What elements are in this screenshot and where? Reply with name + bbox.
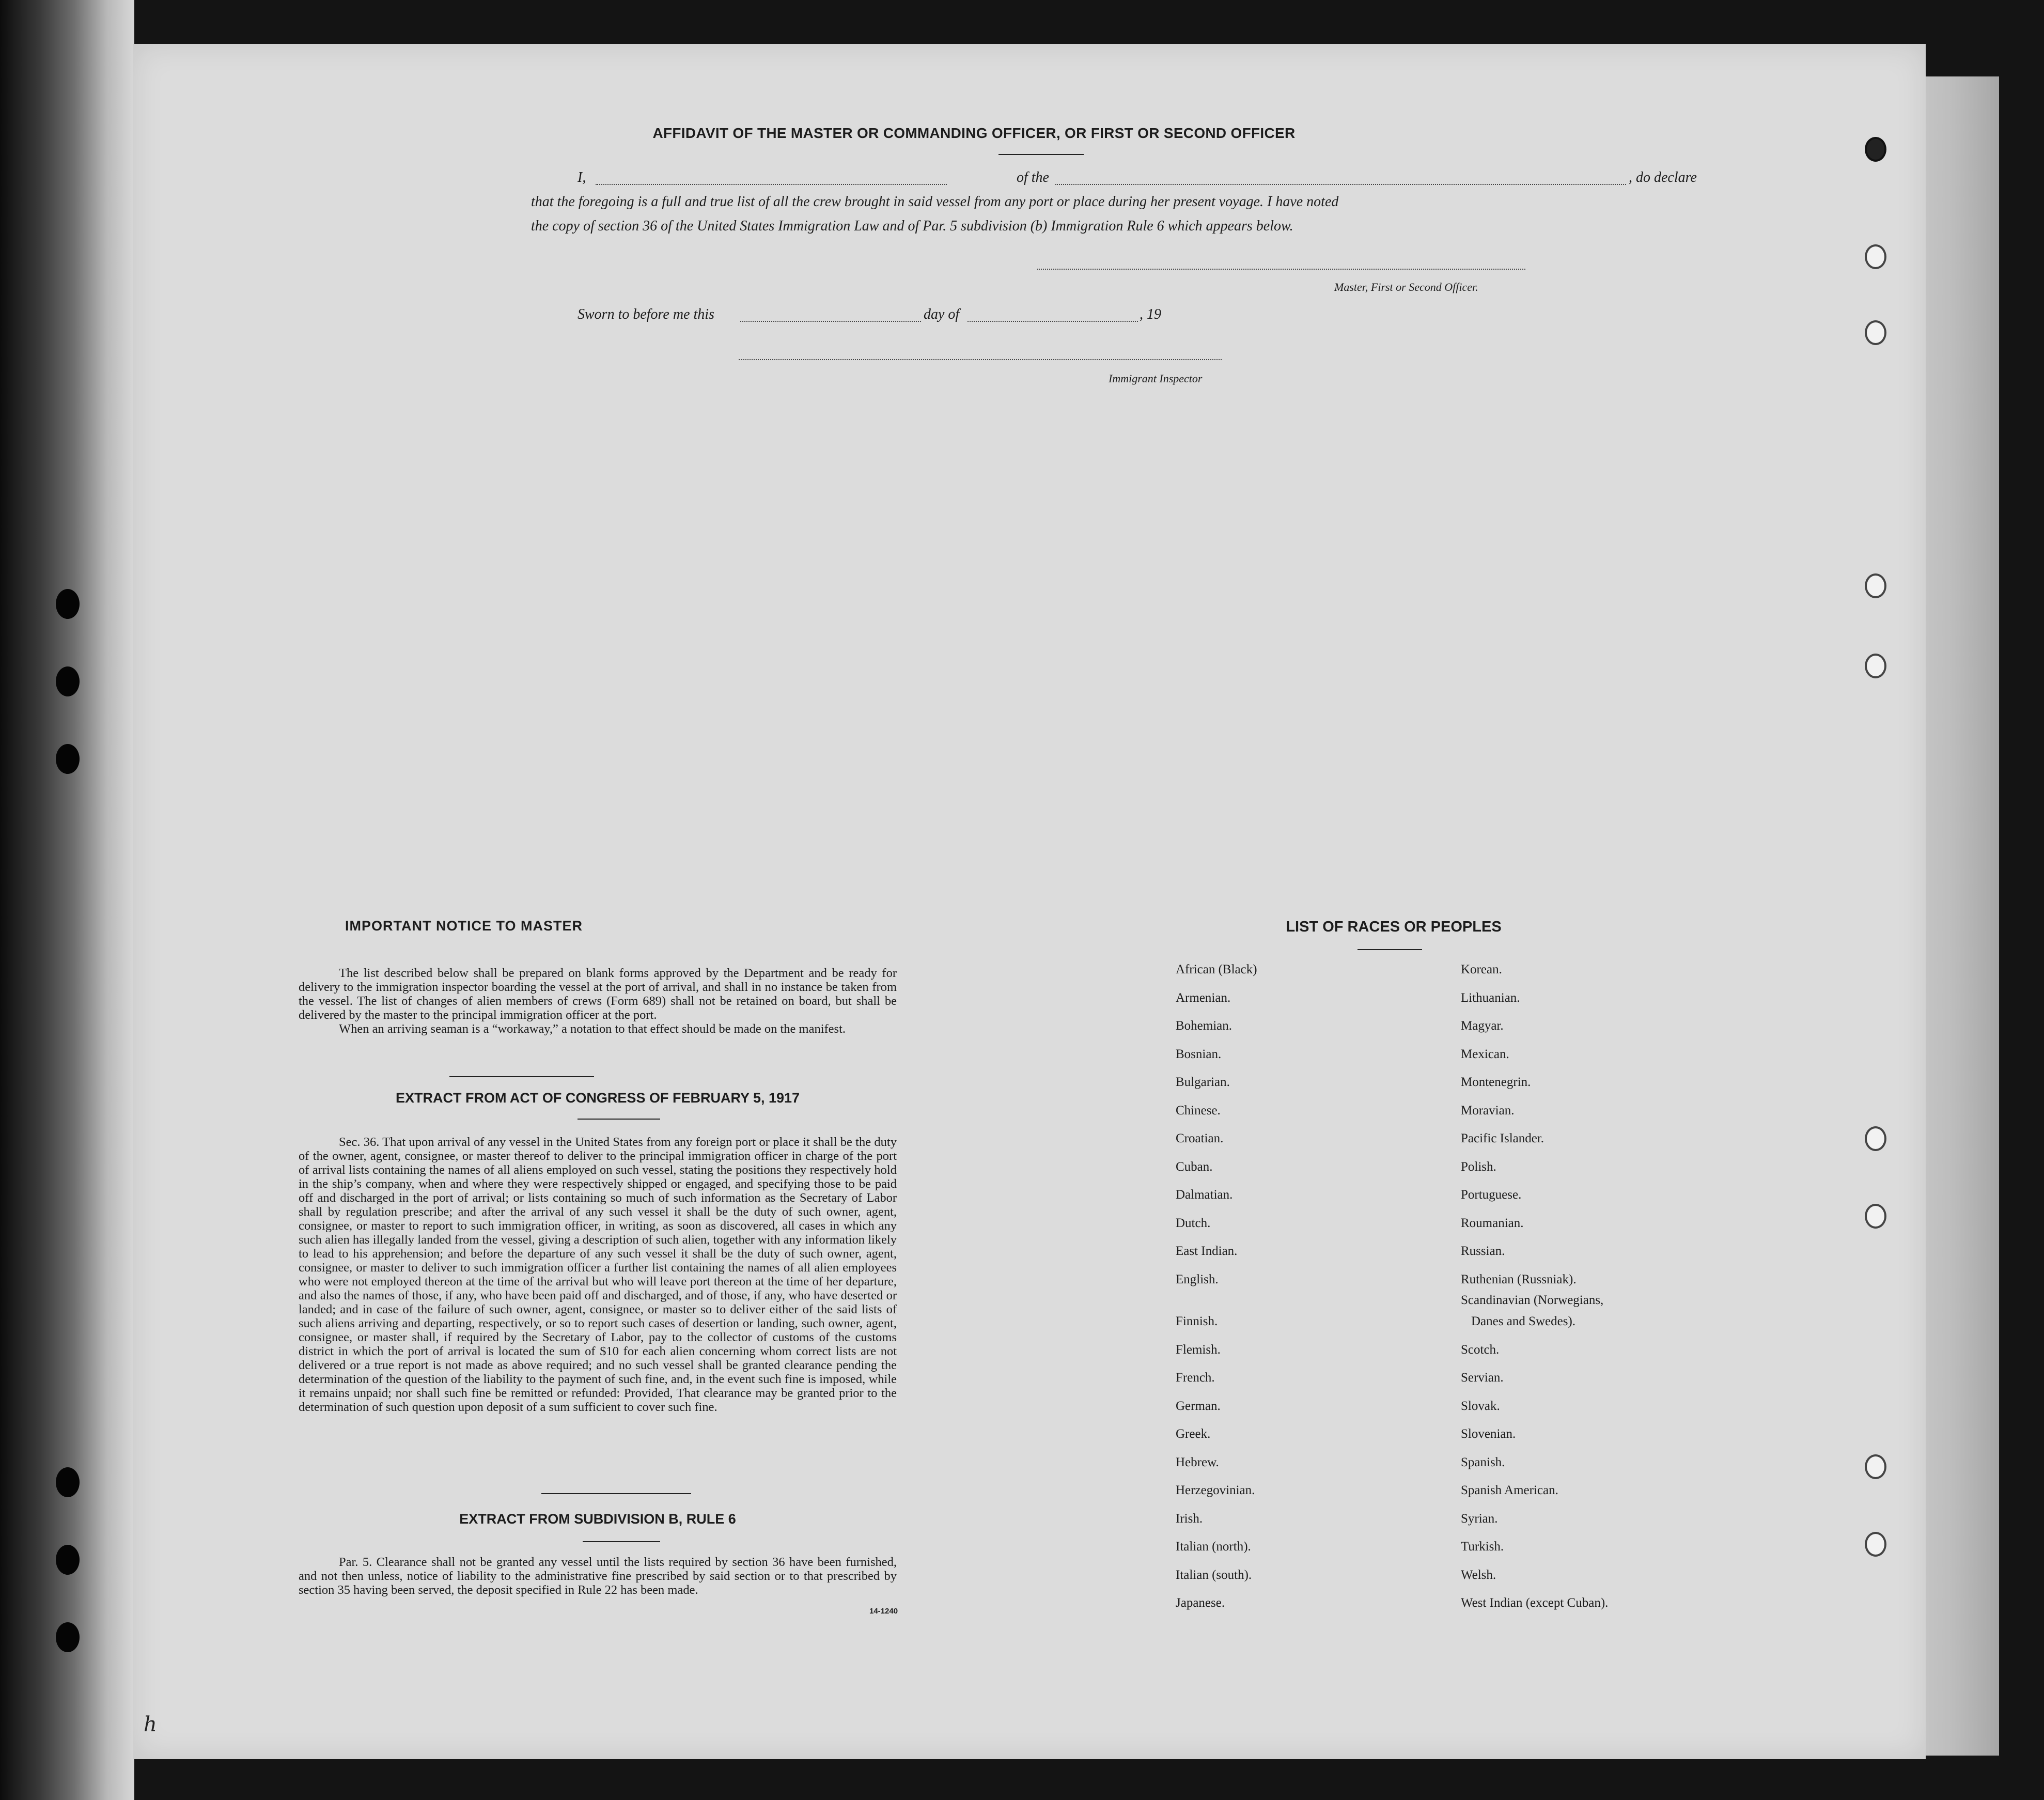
race-item: East Indian.: [1176, 1244, 1238, 1258]
binding-hole: [56, 1545, 80, 1575]
vessel-field[interactable]: [1055, 171, 1626, 185]
race-item: English.: [1176, 1272, 1219, 1286]
binding-edge: [0, 0, 134, 1800]
notice-paragraph-1: The list described below shall be prepared on blank forms approved by the Department and be ready for delivery to the immigration inspector boarding the vessel at the port of arrival, and shall in no instance be taken from the vessel. The list of changes of alien members of crews (Form 689) shall not be retained on board, but shall be delivered by the master to the principal immigration officer at the port.: [299, 966, 897, 1022]
race-item: Welsh.: [1461, 1568, 1496, 1582]
race-item: Turkish.: [1461, 1540, 1504, 1554]
section-rule: [578, 1119, 660, 1120]
race-item: Irish.: [1176, 1511, 1203, 1526]
title-rule: [1358, 949, 1422, 950]
binding-hole: [56, 744, 80, 774]
race-item: Spanish American.: [1461, 1483, 1558, 1497]
punch-hole: [1865, 1204, 1886, 1229]
manifest-page: [133, 44, 1926, 1759]
signature-caption: Master, First or Second Officer.: [1334, 281, 1478, 293]
officer-signature-field[interactable]: [1037, 263, 1525, 270]
race-item: Croatian.: [1176, 1131, 1224, 1145]
race-item: Syrian.: [1461, 1511, 1498, 1526]
sworn-month-field[interactable]: [968, 308, 1138, 322]
race-item: Scandinavian (Norwegians,: [1461, 1293, 1604, 1307]
race-item: Lithuanian.: [1461, 990, 1520, 1005]
notice-title: IMPORTANT NOTICE TO MASTER: [345, 918, 583, 934]
race-item: Armenian.: [1176, 990, 1231, 1005]
binding-hole: [56, 666, 80, 696]
race-item: Magyar.: [1461, 1019, 1504, 1033]
notice-paragraph-2: When an arriving seaman is a “workaway,” a notation to that effect should be made on the manifest.: [339, 1022, 846, 1036]
affidavit-line3: the copy of section 36 of the United States Immigration Law and of Par. 5 subdivision (b) Immigration Rule 6 which appears below.: [531, 218, 1293, 234]
race-item: Roumanian.: [1461, 1216, 1524, 1230]
race-item: Greek.: [1176, 1427, 1211, 1441]
affidavit-title: AFFIDAVIT OF THE MASTER OR COMMANDING OFFICER, OR FIRST OR SECOND OFFICER: [652, 125, 1296, 141]
races-title: LIST OF RACES OR PEOPLES: [1286, 919, 1502, 935]
race-item: Hebrew.: [1176, 1455, 1219, 1469]
race-item: German.: [1176, 1399, 1221, 1413]
affidavit-line1-mid: of the: [1017, 169, 1049, 185]
race-item: Korean.: [1461, 963, 1502, 976]
act-section-36: Sec. 36. That upon arrival of any vessel in the United States from any foreign port or place it shall be the duty of the owner, agent, consignee, or master thereof to deliver to the principal immigration officer in charge of the port of arrival lists containing the names of all aliens employed on such vessel, stating the positions they respectively hold in the ship’s company, when and where they were respectively shipped or engaged, and specifying those to be paid off and discharged in the port of arrival; or lists containing so much of such information as the Secretary of Labor shall by regulation prescribe; and after the arrival of any such vessel it shall be the duty of such owner, agent, consignee, or master to report to such immigration officer, in writing, as soon as discovered, all cases in which any such alien has illegally landed from the vessel, giving a description of such alien, together with any information likely to lead to his apprehension; and before the departure of any such vessel it shall be the duty of such owner, agent, consignee, or master to deliver to such immigration officer a further list containing the names of all alien employees who were not employed thereon at the time of the arrival but who will leave port thereon at the time of her departure, and also the names of those, if any, who have been paid off and discharged, and of those, if any, who have deserted or landed; and in case of the failure of such owner, agent, consignee, or master so to deliver either of the said lists of such aliens arriving and departing, respectively, or so to report such cases of desertion or landing, such owner, agent, consignee, or master shall, if required by the Secretary of Labor, pay to the collector of customs of the customs district in which the port of arrival is located the sum of $10 for each alien concerning whom correct lists are not delivered or a true report is not made as above required; and no such vessel shall be granted clearance pending the determination of the question of the liability to the payment of such fine, and, in the event such fine is imposed, while it remains unpaid; nor shall such fine be remitted or refunded: Provided, That clearance may be granted prior to the determination of such question upon deposit of a sum sufficient to cover such fine.: [299, 1135, 897, 1414]
race-item: Bohemian.: [1176, 1019, 1232, 1033]
rule-extract-text: [299, 1555, 897, 1597]
race-item: Moravian.: [1461, 1103, 1515, 1118]
race-item: Ruthenian (Russniak).: [1461, 1272, 1577, 1286]
race-item: African (Black): [1176, 963, 1257, 976]
inspector-signature-field[interactable]: [739, 354, 1222, 360]
race-item: Japanese.: [1176, 1596, 1225, 1610]
race-item: Spanish.: [1461, 1455, 1505, 1469]
race-item: Cuban.: [1176, 1159, 1213, 1174]
race-item: Mexican.: [1461, 1047, 1509, 1061]
race-item: Slovak.: [1461, 1399, 1500, 1413]
sworn-day-field[interactable]: [740, 308, 921, 322]
affidavit-line1-start: I,: [578, 169, 586, 185]
race-item: Flemish.: [1176, 1342, 1221, 1357]
punch-hole: [1865, 573, 1886, 598]
binding-hole: [56, 1467, 80, 1497]
punch-hole: [1865, 320, 1886, 345]
race-item: Servian.: [1461, 1371, 1504, 1385]
race-item: Herzegovinian.: [1176, 1483, 1255, 1497]
handwritten-mark: h: [144, 1713, 157, 1736]
race-item: Italian (south).: [1176, 1568, 1252, 1582]
race-item: Montenegrin.: [1461, 1075, 1531, 1089]
punch-hole: [1865, 244, 1886, 269]
section-rule: [541, 1493, 691, 1494]
race-item: Dutch.: [1176, 1216, 1211, 1230]
race-item: French.: [1176, 1371, 1215, 1385]
race-item: Italian (north).: [1176, 1540, 1251, 1554]
binding-hole: [56, 589, 80, 619]
race-item: Dalmatian.: [1176, 1188, 1233, 1202]
race-item: Chinese.: [1176, 1103, 1221, 1118]
race-item: Danes and Swedes).: [1471, 1314, 1576, 1328]
punch-hole: [1865, 1532, 1886, 1557]
race-item: Slovenian.: [1461, 1427, 1516, 1441]
race-item: Portuguese.: [1461, 1188, 1522, 1202]
rule-paragraph-5: Par. 5. Clearance shall not be granted any vessel until the lists required by section 36 have been furnished, and not then unless, notice of liability to the administrative fine prescribed by said section or to that prescribed by section 35 having been served, the deposit specified in Rule 22 has been made.: [299, 1555, 897, 1597]
punch-hole: [1865, 1454, 1886, 1479]
affidavit-line2: that the foregoing is a full and true list of all the crew brought in said vessel from any port or place during her present voyage. I have noted: [531, 194, 1339, 210]
section-rule: [583, 1541, 660, 1542]
race-item: Bulgarian.: [1176, 1075, 1230, 1089]
act-extract-text: [299, 1135, 897, 1414]
binding-hole: [56, 1622, 80, 1652]
race-item: West Indian (except Cuban).: [1461, 1596, 1609, 1610]
title-rule: [998, 154, 1084, 155]
race-item: Scotch.: [1461, 1342, 1500, 1357]
affidavit-line1-end: , do declare: [1629, 169, 1697, 185]
act-extract-title: EXTRACT FROM ACT OF CONGRESS OF FEBRUARY 5, 1917: [395, 1090, 800, 1106]
punch-hole: [1865, 1126, 1886, 1151]
punch-hole: [1865, 654, 1886, 678]
inspector-caption: Immigrant Inspector: [1109, 372, 1203, 385]
race-item: Russian.: [1461, 1244, 1505, 1258]
form-number: 14-1240: [869, 1607, 898, 1616]
section-rule: [449, 1076, 594, 1077]
sworn-year: , 19: [1140, 306, 1161, 322]
rule-extract-title: EXTRACT FROM SUBDIVISION B, RULE 6: [459, 1511, 736, 1527]
sworn-mid: day of: [924, 306, 960, 322]
notice-text: [299, 966, 897, 1036]
punch-hole: [1865, 137, 1886, 162]
race-item: Bosnian.: [1176, 1047, 1222, 1061]
name-field[interactable]: [596, 171, 947, 185]
race-item: Polish.: [1461, 1159, 1496, 1174]
sworn-start: Sworn to before me this: [578, 306, 714, 322]
race-item: Pacific Islander.: [1461, 1131, 1544, 1145]
race-item: Finnish.: [1176, 1314, 1218, 1328]
